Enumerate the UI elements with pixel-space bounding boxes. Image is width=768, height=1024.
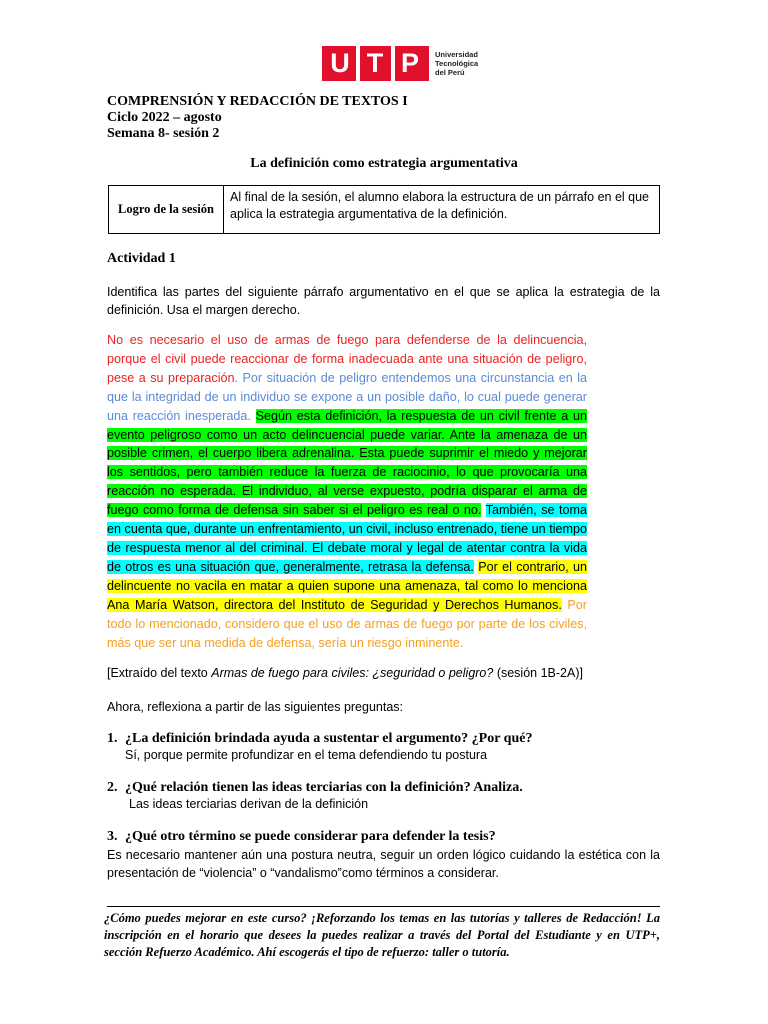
reflection-intro: Ahora, reflexiona a partir de las siguientes preguntas: xyxy=(107,700,404,714)
secondary-idea-cyan: También, se toma en cuenta que, durante un enfrentamiento, un civil, incluso entrenado, tiene un tiempo de respuesta menor al del criminal. El debate moral y legal de atentar contra la vida de otros es una situación que, generalmente, retrasa la defensa. xyxy=(107,503,587,574)
argumentative-paragraph xyxy=(107,331,587,652)
logo-letter-p: P xyxy=(400,48,420,78)
secondary-idea-green: Según esta definición, la respuesta de un civil frente a un evento peligroso como un acto delincuencial puede variar. Ante la amenaza de un posible crimen, el cuerpo libera adrenalina. Esta puede suprimir el miedo y mejorar los sentidos, pero también reduce la fuerza de raciocinio, lo que provocaría una reacción no esperada. El individuo, al verse expuesto, podría disparar el arma de fuego como forma de defensa sin saber si el peligro es real o no. xyxy=(107,408,588,518)
logro-label: Logro de la sesión xyxy=(109,186,224,233)
thesis-end: . xyxy=(234,370,239,385)
logro-table xyxy=(108,185,660,234)
citation-source: Armas de fuego para civiles: ¿seguridad o peligro? xyxy=(211,666,494,680)
logo-mark xyxy=(322,46,429,81)
definition-text: Por situación de peligro entendemos una circunstancia en la que la integridad de un individuo se expone a un posible daño, lo cual puede generar una reacción inesperada. xyxy=(107,370,587,423)
activity-instruction: Identifica las partes del siguiente párrafo argumentativo en el que se aplica la estrategia de la definición. Usa el margen derecho. xyxy=(107,285,660,317)
question-1: 1. ¿La definición brindada ayuda a sustentar el argumento? ¿Por qué? xyxy=(107,731,533,746)
activity-heading: Actividad 1 xyxy=(107,251,176,266)
logo-letter-u: U xyxy=(330,48,351,78)
citation: [Extraído del texto Armas de fuego para civiles: ¿seguridad o peligro? (sesión 1B-2A)] xyxy=(107,666,583,680)
week-label: Semana 8- sesión 2 xyxy=(107,126,220,141)
question-2: 2. ¿Qué relación tienen las ideas terciarias con la definición? Analiza. xyxy=(107,780,523,795)
answer-1: Sí, porque permite profundizar en el tema defendiendo tu postura xyxy=(125,748,488,762)
footer-divider xyxy=(107,906,660,907)
page-title: La definición como estrategia argumentativa xyxy=(250,156,518,171)
answer-2: Las ideas terciarias derivan de la definición xyxy=(129,797,369,811)
question-3: 3. ¿Qué otro término se puede considerar para defender la tesis? xyxy=(107,829,496,844)
secondary-idea-yellow: Por el contrario, un delincuente no vacila en matar a quien supone una amenaza, tal como lo menciona Ana María Watson, directora del Instituto de Seguridad y Derechos Humanos. xyxy=(107,559,587,612)
logro-text: Al final de la sesión, el alumno elabora la estructura de un párrafo en el que aplica la estrategia argumentativa de la definición. xyxy=(230,190,650,221)
cycle-label: Ciclo 2022 – agosto xyxy=(107,110,222,125)
course-title: COMPRENSIÓN Y REDACCIÓN DE TEXTOS I xyxy=(107,94,408,109)
logo-wordmark: Universidad Tecnológica del Perú xyxy=(435,50,479,77)
utp-logo xyxy=(322,45,478,82)
footer-note: ¿Cómo puedes mejorar en este curso? ¡Reforzando los temas en las tutorías y talleres de Redacción! La inscripción en el horario que desees la puedes realizar a través del Portal del Estudiante y en UTP+, sección Refuerzo Académico. Ahí escogerás el tipo de refuerzo: taller o tutoría. xyxy=(104,911,660,959)
logo-letter-t: T xyxy=(366,48,385,78)
conclusion-text: Por todo lo mencionado, considero que el uso de armas de fuego por parte de los civiles, más que ser una medida de defensa, sería un riesgo inminente. xyxy=(107,597,587,650)
thesis-text: No es necesario el uso de armas de fuego para defenderse de la delincuencia, porque el civil puede reaccionar de forma inadecuada ante una situación de peligro, pese a su preparación xyxy=(107,333,587,385)
answer-3: Es necesario mantener aún una postura neutra, seguir un orden lógico cuidando la estética con la presentación de “violencia” o “vandalismo”como términos a considerar. xyxy=(107,848,660,880)
